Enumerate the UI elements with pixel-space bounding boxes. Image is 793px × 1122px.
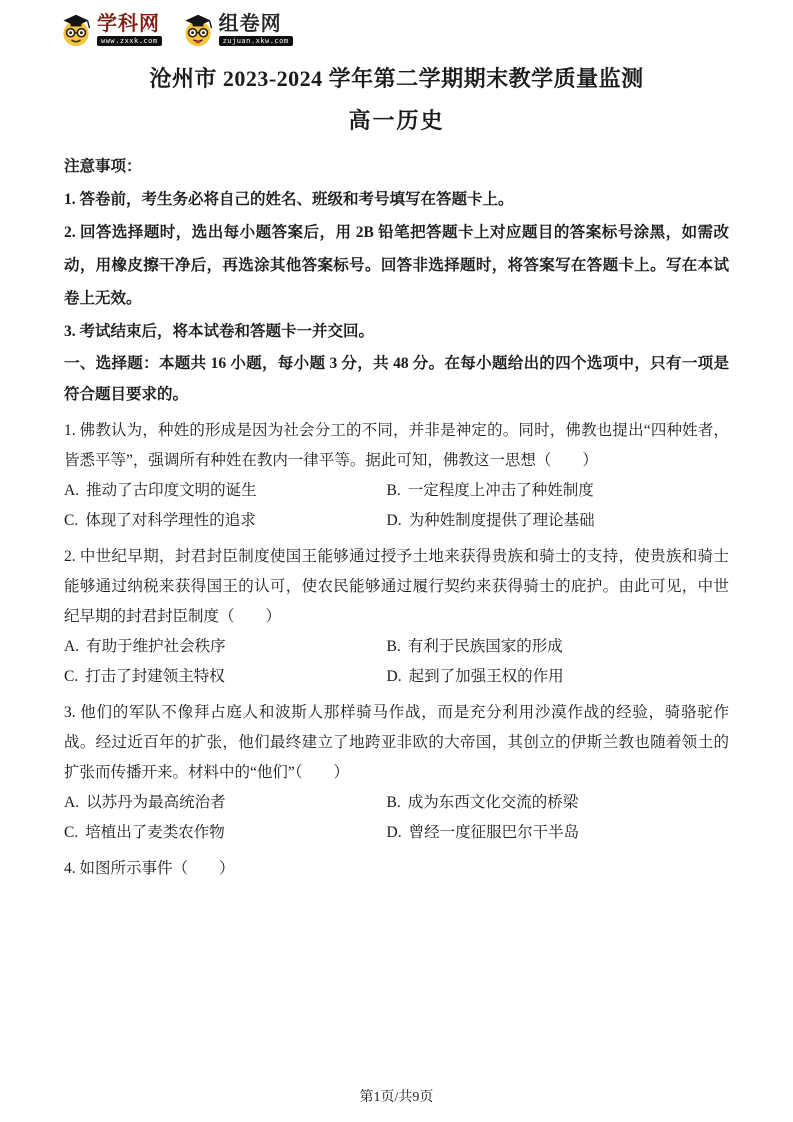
zujuanwang-brand-name: 组卷网: [218, 13, 282, 35]
option-b: [387, 788, 729, 818]
option-text: 为种姓制度提供了理论基础: [408, 512, 595, 529]
option-text: 培植出了麦类农作物: [85, 824, 225, 841]
option-d: [387, 662, 729, 692]
xuekewang-face-icon: [58, 12, 94, 48]
option-d: [387, 818, 729, 848]
option-c: [64, 662, 387, 692]
section-one-heading: 一、选择题：本题共 16 小题，每小题 3 分，共 48 分。在每小题给出的四个选项中，只有一项是符合题目要求的。: [64, 355, 729, 403]
option-label: B.: [386, 482, 401, 499]
notice-item-2: 2. 回答选择题时，选出每小题答案后，用 2B 铅笔把答题卡上对应题目的答案标号涂黑，如需改动，用橡皮擦干净后，再选涂其他答案标号。回答非选择题时，将答案写在答题卡上。写在本试卷上无效。: [64, 224, 729, 307]
option-label: D.: [386, 824, 402, 841]
zujuanwang-logo: [180, 12, 293, 48]
header-logos: [58, 10, 729, 50]
zujuanwang-face-icon: [180, 12, 216, 48]
notice-item-1: 1. 答卷前，考生务必将自己的姓名、班级和考号填写在答题卡上。: [64, 191, 514, 208]
option-text: 一定程度上冲击了种姓制度: [407, 482, 594, 499]
xuekewang-logo: [58, 12, 162, 48]
option-text: 成为东西文化交流的桥梁: [407, 794, 579, 811]
option-text: 打击了封建领主特权: [85, 668, 225, 685]
notice-item-3: 3. 考试结束后，将本试卷和答题卡一并交回。: [64, 323, 375, 340]
option-a: [64, 476, 387, 506]
option-label: D.: [386, 512, 402, 529]
question-3-stem: 3. 他们的军队不像拜占庭人和波斯人那样骑马作战，而是充分利用沙漠作战的经验，骑骆驼作战。经过近百年的扩张，他们最终建立了地跨亚非欧的大帝国，其创立的伊斯兰教也随着领土的扩张而传播开来。材料中的“他们”（ ）: [64, 704, 729, 781]
question-3-options: [64, 788, 729, 848]
option-text: 推动了古印度文明的诞生: [86, 482, 257, 499]
option-a: [64, 788, 387, 818]
option-label: A.: [64, 638, 80, 655]
option-label: B.: [386, 638, 401, 655]
question-1-stem: 1. 佛教认为，种姓的形成是因为社会分工的不同，并非是神定的。同时，佛教也提出“四种姓者，皆悉平等”，强调所有种姓在教内一律平等。据此可知，佛教这一思想（ ）: [64, 422, 729, 469]
option-d: [387, 506, 729, 536]
question-3: [64, 698, 729, 848]
option-text: 有利于民族国家的形成: [407, 638, 563, 655]
question-4-stem: 4. 如图所示事件（ ）: [64, 860, 235, 877]
option-c: [64, 818, 387, 848]
option-label: A.: [64, 482, 80, 499]
option-text: 起到了加强王权的作用: [408, 668, 564, 685]
option-text: 以苏丹为最高统治者: [86, 794, 226, 811]
question-2-options: [64, 632, 729, 692]
option-label: C.: [64, 512, 79, 529]
question-4: [64, 854, 729, 884]
option-text: 有助于维护社会秩序: [86, 638, 226, 655]
question-2: [64, 542, 729, 692]
option-label: C.: [64, 668, 79, 685]
option-b: [387, 476, 729, 506]
xuekewang-brand-name: 学科网: [97, 13, 160, 35]
option-label: A.: [64, 794, 80, 811]
option-text: 体现了对科学理性的追求: [85, 512, 256, 529]
option-label: B.: [386, 794, 401, 811]
option-label: D.: [386, 668, 402, 685]
notice-section: [64, 150, 729, 348]
page-number: 第1页/共9页: [359, 1090, 434, 1105]
option-b: [387, 632, 729, 662]
option-text: 曾经一度征服巴尔干半岛: [408, 824, 580, 841]
page-title: 沧州市 2023-2024 学年第二学期期末教学质量监测: [149, 66, 644, 91]
option-label: C.: [64, 824, 79, 841]
zujuanwang-url-banner: zujuan.xkw.com: [219, 36, 293, 46]
option-c: [64, 506, 387, 536]
xuekewang-url-banner: www.zxxk.com: [97, 36, 162, 46]
notice-heading: 注意事项：: [64, 158, 142, 175]
question-1: [64, 416, 729, 536]
page-subtitle: 高一历史: [348, 108, 445, 133]
question-2-stem: 2. 中世纪早期，封君封臣制度使国王能够通过授予土地来获得贵族和骑士的支持，使贵族和骑士能够通过纳税来获得国王的认可，使农民能够通过履行契约来获得骑士的庇护。由此可见，中世纪早期的封君封臣制度（ ）: [64, 548, 729, 625]
question-1-options: [64, 476, 729, 536]
option-a: [64, 632, 387, 662]
